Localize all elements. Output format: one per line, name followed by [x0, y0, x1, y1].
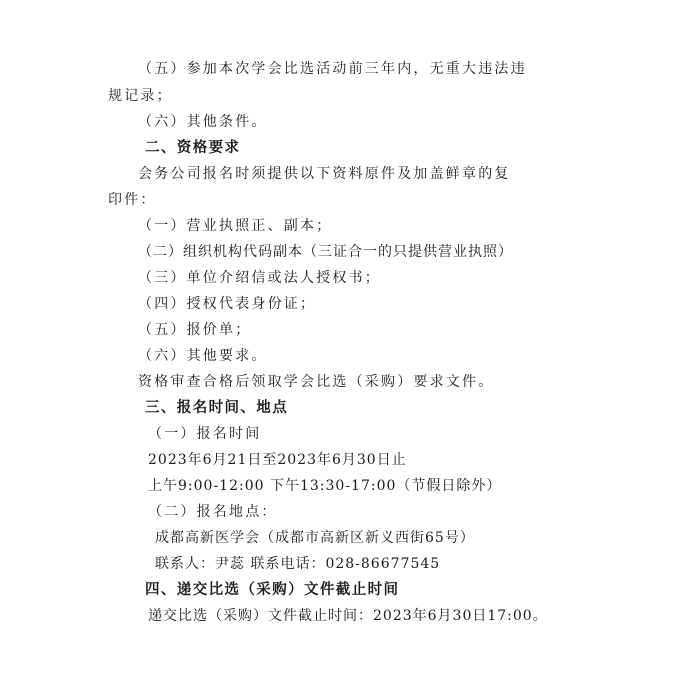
text-line: （四）授权代表身份证；: [138, 296, 317, 312]
section-heading: 三、报名时间、地点: [145, 400, 289, 416]
text-line: 联系人：尹蕊 联系电话：028-86677545: [155, 556, 441, 572]
section-heading: 四、递交比选（采购）文件截止时间: [145, 582, 400, 598]
text-line: 会务公司报名时须提供以下资料原件及加盖鲜章的复: [138, 166, 511, 182]
subsection-heading: （一）报名时间: [148, 426, 262, 442]
text-line: （一）营业执照正、副本；: [138, 218, 333, 234]
text-line: 2023年6月21日至2023年6月30日止: [148, 452, 407, 468]
text-line: 上午9:00-12:00 下午13:30-17:00（节假日除外）: [148, 478, 502, 494]
text-line: （三）单位介绍信或法人授权书；: [138, 270, 381, 286]
text-line: 资格审查合格后领取学会比选（采购）要求文件。: [138, 374, 495, 390]
text-line: 印件：: [108, 192, 157, 208]
text-line: 成都高新医学会（成都市高新区新义西街65号）: [155, 530, 475, 546]
text-line: （六）其他条件。: [138, 114, 268, 130]
text-line: （二）组织机构代码副本（三证合一的只提供营业执照）: [138, 244, 513, 260]
section-heading: 二、资格要求: [145, 140, 241, 156]
text-line: 规记录；: [108, 88, 173, 104]
subsection-heading: （二）报名地点：: [148, 504, 278, 520]
text-line: （五）报价单；: [138, 322, 252, 338]
text-line: （六）其他要求。: [138, 348, 268, 364]
text-line: 递交比选（采购）文件截止时间：2023年6月30日17:00。: [148, 608, 548, 624]
text-line: （五）参加本次学会比选活动前三年内，无重大违法违: [138, 61, 527, 77]
